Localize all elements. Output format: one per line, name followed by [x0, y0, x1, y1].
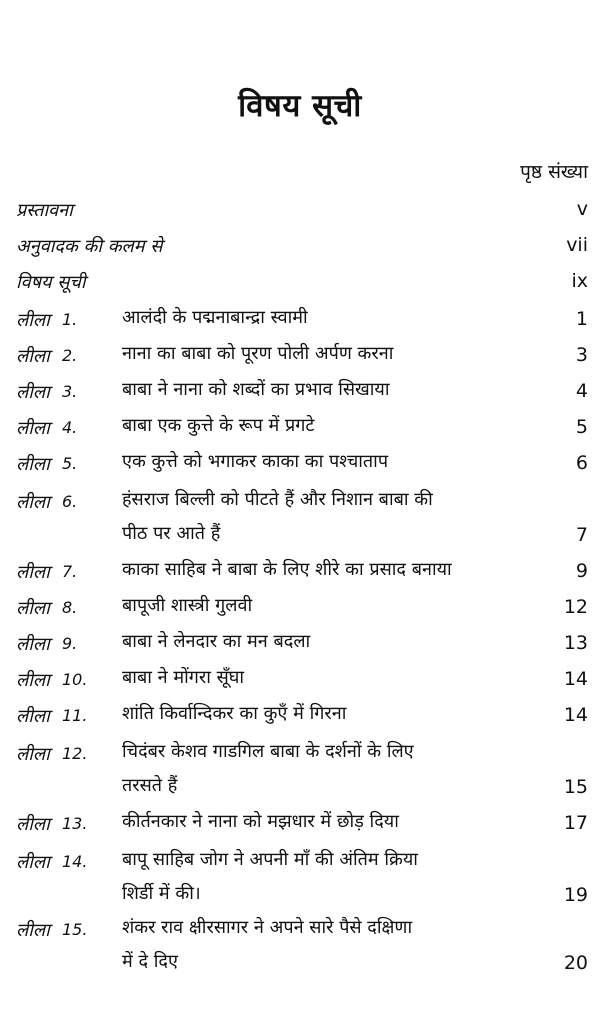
- entry-number: 8.: [62, 598, 78, 617]
- entry-title-line: शांति किर्वान्दिकर का कुएँ में गिरना: [122, 703, 347, 724]
- entry-number: 5.: [62, 454, 78, 473]
- entry-label: लीला: [16, 814, 50, 835]
- entry-number: 14.: [62, 852, 88, 871]
- entry-title-line: नाना का बाबा को पूरण पोली अर्पण करना: [122, 343, 394, 364]
- entry-number: 9.: [62, 634, 78, 653]
- entry-number: 15.: [62, 920, 88, 939]
- page-number: 1: [575, 308, 588, 330]
- entry-title-line: में दे दिए: [122, 951, 178, 972]
- entry-label: लीला: [16, 852, 50, 873]
- entry-number: 13.: [62, 814, 88, 833]
- front-matter-label: प्रस्तावना: [16, 200, 73, 221]
- page-number: 19: [563, 884, 588, 906]
- page-number: 7: [575, 524, 588, 546]
- entry-number: 11.: [62, 706, 88, 725]
- entry-number: 10.: [62, 670, 88, 689]
- entry-label: लीला: [16, 310, 50, 331]
- entry-label: लीला: [16, 744, 50, 765]
- page-number: 12: [563, 596, 588, 618]
- entry-title-line: शंकर राव क्षीरसागर ने अपने सारे पैसे दक्षिणा: [122, 917, 413, 938]
- entry-title-line: बापू साहिब जोग ने अपनी माँ की अंतिम क्रिया: [122, 849, 418, 870]
- page-number: 13: [563, 632, 588, 654]
- entry-label: लीला: [16, 562, 50, 583]
- page-number: 6: [575, 452, 588, 474]
- entry-number: 3.: [62, 382, 78, 401]
- entry-title-line: चिदंबर केशव गाडगिल बाबा के दर्शनों के लिए: [122, 741, 414, 762]
- entry-label: लीला: [16, 920, 50, 941]
- entry-number: 4.: [62, 418, 78, 437]
- entry-label: लीला: [16, 346, 50, 367]
- entry-title-line: बापूजी शास्त्री गुलवी: [122, 595, 253, 616]
- front-matter-label: अनुवादक की कलम से: [16, 236, 163, 257]
- entry-title-line: आलंदी के पद्मनाबान्द्रा स्वामी: [122, 307, 308, 328]
- entry-title-line: बाबा एक कुत्ते के रूप में प्रगटे: [122, 415, 315, 436]
- entry-label: लीला: [16, 706, 50, 727]
- page-number: vii: [566, 234, 588, 256]
- entry-label: लीला: [16, 634, 50, 655]
- entry-title-line: काका साहिब ने बाबा के लिए शीरे का प्रसाद बनाया: [122, 559, 452, 580]
- entry-label: लीला: [16, 670, 50, 691]
- entry-label: लीला: [16, 454, 50, 475]
- entry-title-line: तरसते हैं: [122, 775, 178, 796]
- entry-number: 12.: [62, 744, 88, 763]
- page-number: v: [576, 198, 588, 220]
- entry-number: 1.: [62, 310, 78, 329]
- entry-title-line: शिर्डी में की।: [122, 883, 201, 904]
- entry-number: 6.: [62, 492, 78, 511]
- entry-label: लीला: [16, 598, 50, 619]
- page-number: 14: [563, 704, 588, 726]
- entry-title-line: एक कुत्ते को भगाकर काका का पश्चाताप: [122, 451, 389, 472]
- entry-title-line: बाबा ने नाना को शब्दों का प्रभाव सिखाया: [122, 379, 390, 400]
- entry-title-line: पीठ पर आते हैं: [122, 523, 221, 544]
- page-number: 15: [563, 776, 588, 798]
- page-number: 5: [575, 416, 588, 438]
- page-number: 17: [563, 812, 588, 834]
- front-matter-label: विषय सूची: [16, 272, 86, 293]
- entry-label: लीला: [16, 382, 50, 403]
- page-number: 20: [563, 952, 588, 974]
- page-number: 4: [575, 380, 588, 402]
- entry-number: 7.: [62, 562, 78, 581]
- page-number: 9: [575, 560, 588, 582]
- page-number-header: पृष्ठ संख्या: [520, 161, 588, 183]
- entry-title-line: बाबा ने मोंगरा सूँघा: [122, 667, 245, 688]
- page-number: ix: [571, 270, 588, 292]
- page-number: 3: [575, 344, 588, 366]
- entry-number: 2.: [62, 346, 78, 365]
- page-title: विषय सूची: [238, 88, 362, 124]
- entry-title-line: हंसराज बिल्ली को पीटते हैं और निशान बाबा की: [122, 489, 433, 510]
- entry-title-line: कीर्तनकार ने नाना को मझधार में छोड़ दिया: [122, 811, 399, 832]
- entry-title-line: बाबा ने लेनदार का मन बदला: [122, 631, 311, 652]
- page-number: 14: [563, 668, 588, 690]
- entry-label: लीला: [16, 418, 50, 439]
- entry-label: लीला: [16, 492, 50, 513]
